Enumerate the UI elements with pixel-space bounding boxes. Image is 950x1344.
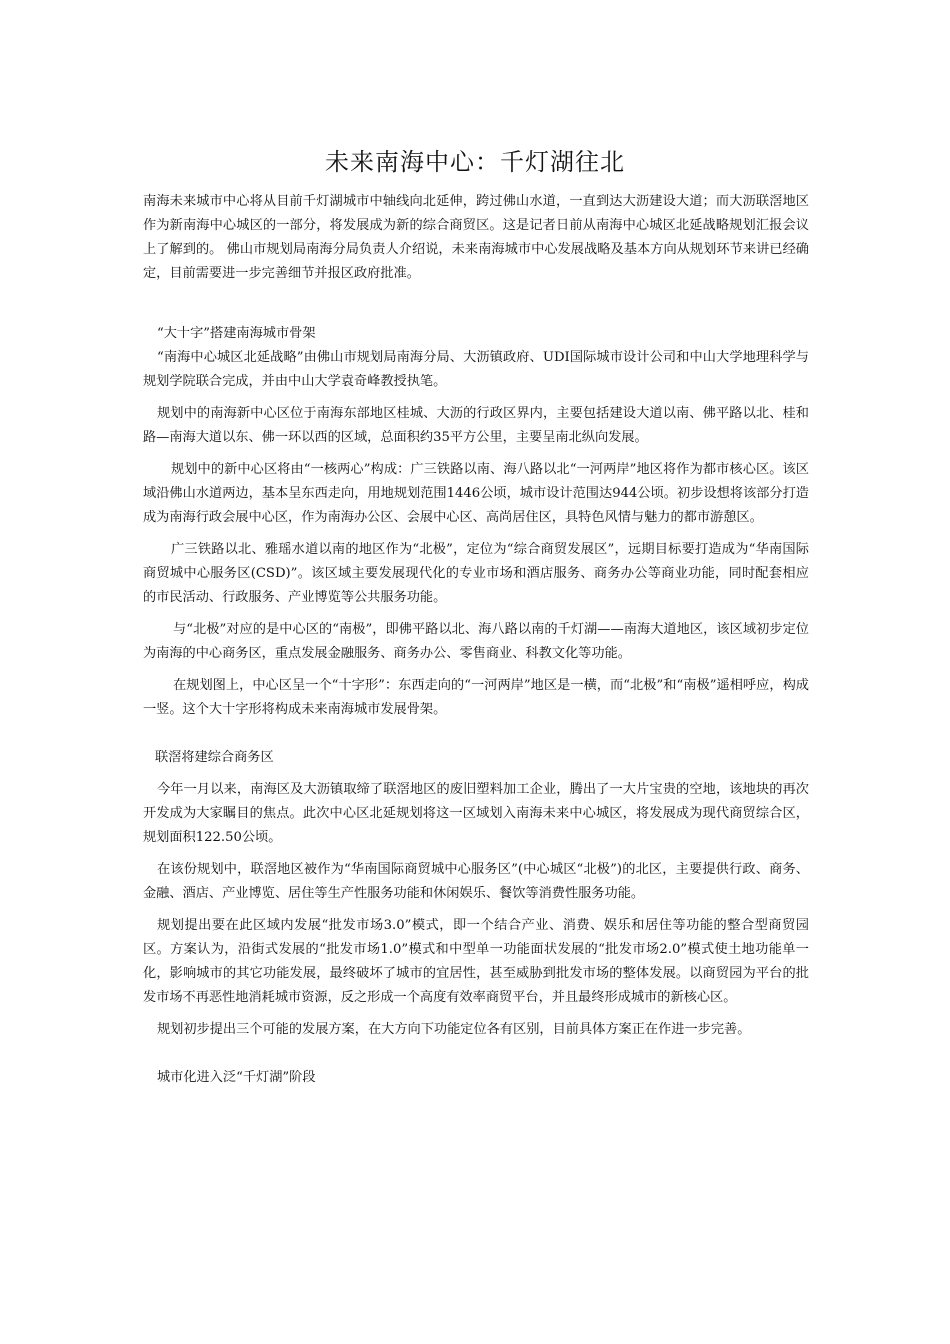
body-paragraph: 规划初步提出三个可能的发展方案，在大方向下功能定位各有区别，目前具体方案正在作进一步完善。 <box>157 1022 751 1037</box>
section-heading: 联滘将建综合商务区 <box>155 750 274 765</box>
intro-paragraph: 南海未来城市中心将从目前千灯湖城市中轴线向北延伸，跨过佛山水道，一直到达大沥建设大道；而大沥联滘地区作为新南海中心城区的一部分，将发展成为新的综合商贸区。这是记者日前从南海中心城区北延战略规划汇报会议上了解到的。 佛山市规划局南海分局负责人介绍说，未来南海城市中心发展战略及基本方向从规划环节来讲已经确定，目前需要进一步完善细节并报区政府批准。 <box>143 194 809 281</box>
body-paragraph: 规划中的新中心区将由“一核两心”构成：广三铁路以南、海八路以北“一河两岸”地区将作为都市核心区。该区域沿佛山水道两边，基本呈东西走向，用地规划范围1446公顷，城市设计范围达944公顷。初步设想将该部分打造成为南海行政会展中心区，作为南海办公区、会展中心区、高尚居住区，具特色风情与魅力的都市游憩区。 <box>143 462 809 525</box>
section-heading: 城市化进入泛“千灯湖”阶段 <box>157 1070 316 1085</box>
body-paragraph: 广三铁路以北、雅瑶水道以南的地区作为“北极”，定位为“综合商贸发展区”，远期目标要打造成为“华南国际商贸城中心服务区(CSD)”。该区域主要发展现代化的专业市场和酒店服务、商务办公等商业功能，同时配套相应的市民活动、行政服务、产业博览等公共服务功能。 <box>143 542 809 605</box>
document-body <box>143 190 809 1090</box>
document-title: 未来南海中心：千灯湖往北 <box>325 148 625 176</box>
body-paragraph: 在该份规划中，联滘地区被作为“华南国际商贸城中心服务区”(中心城区“北极”)的北区，主要提供行政、商务、金融、酒店、产业博览、居住等生产性服务功能和休闲娱乐、餐饮等消费性服务功能。 <box>143 862 809 901</box>
section-heading: “大十字”搭建南海城市骨架 <box>157 326 316 341</box>
body-paragraph: 在规划图上，中心区呈一个“十字形”：东西走向的“一河两岸”地区是一横，而“北极”和“南极”遥相呼应，构成一竖。这个大十字形将构成未来南海城市发展骨架。 <box>143 678 809 717</box>
body-paragraph: “南海中心城区北延战略”由佛山市规划局南海分局、大沥镇政府、UDI国际城市设计公司和中山大学地理科学与规划学院联合完成，并由中山大学袁奇峰教授执笔。 <box>143 350 809 389</box>
body-paragraph: 与“北极”对应的是中心区的“南极”，即佛平路以北、海八路以南的千灯湖——南海大道地区，该区域初步定位为南海的中心商务区，重点发展金融服务、商务办公、零售商业、科教文化等功能。 <box>143 622 809 661</box>
body-paragraph: 规划提出要在此区域内发展“批发市场3.0”模式，即一个结合产业、消费、娱乐和居住等功能的整合型商贸园区。方案认为，沿街式发展的“批发市场1.0”模式和中型单一功能面状发展的“批发市场2.0”模式使土地功能单一化，影响城市的其它功能发展，最终破坏了城市的宜居性，甚至威胁到批发市场的整体发展。以商贸园为平台的批发市场不再恶性地消耗城市资源，反之形成一个高度有效率商贸平台，并且最终形成城市的新核心区。 <box>143 918 809 1005</box>
body-paragraph: 今年一月以来，南海区及大沥镇取缔了联滘地区的废旧塑料加工企业，腾出了一大片宝贵的空地，该地块的再次开发成为大家瞩目的焦点。此次中心区北延规划将这一区域划入南海未来中心城区，将发展成为现代商贸综合区，规划面积122.50公顷。 <box>143 782 809 845</box>
body-paragraph: 规划中的南海新中心区位于南海东部地区桂城、大沥的行政区界内，主要包括建设大道以南、佛平路以北、桂和路—南海大道以东、佛一环以西的区域，总面积约35平方公里，主要呈南北纵向发展。 <box>143 406 809 445</box>
